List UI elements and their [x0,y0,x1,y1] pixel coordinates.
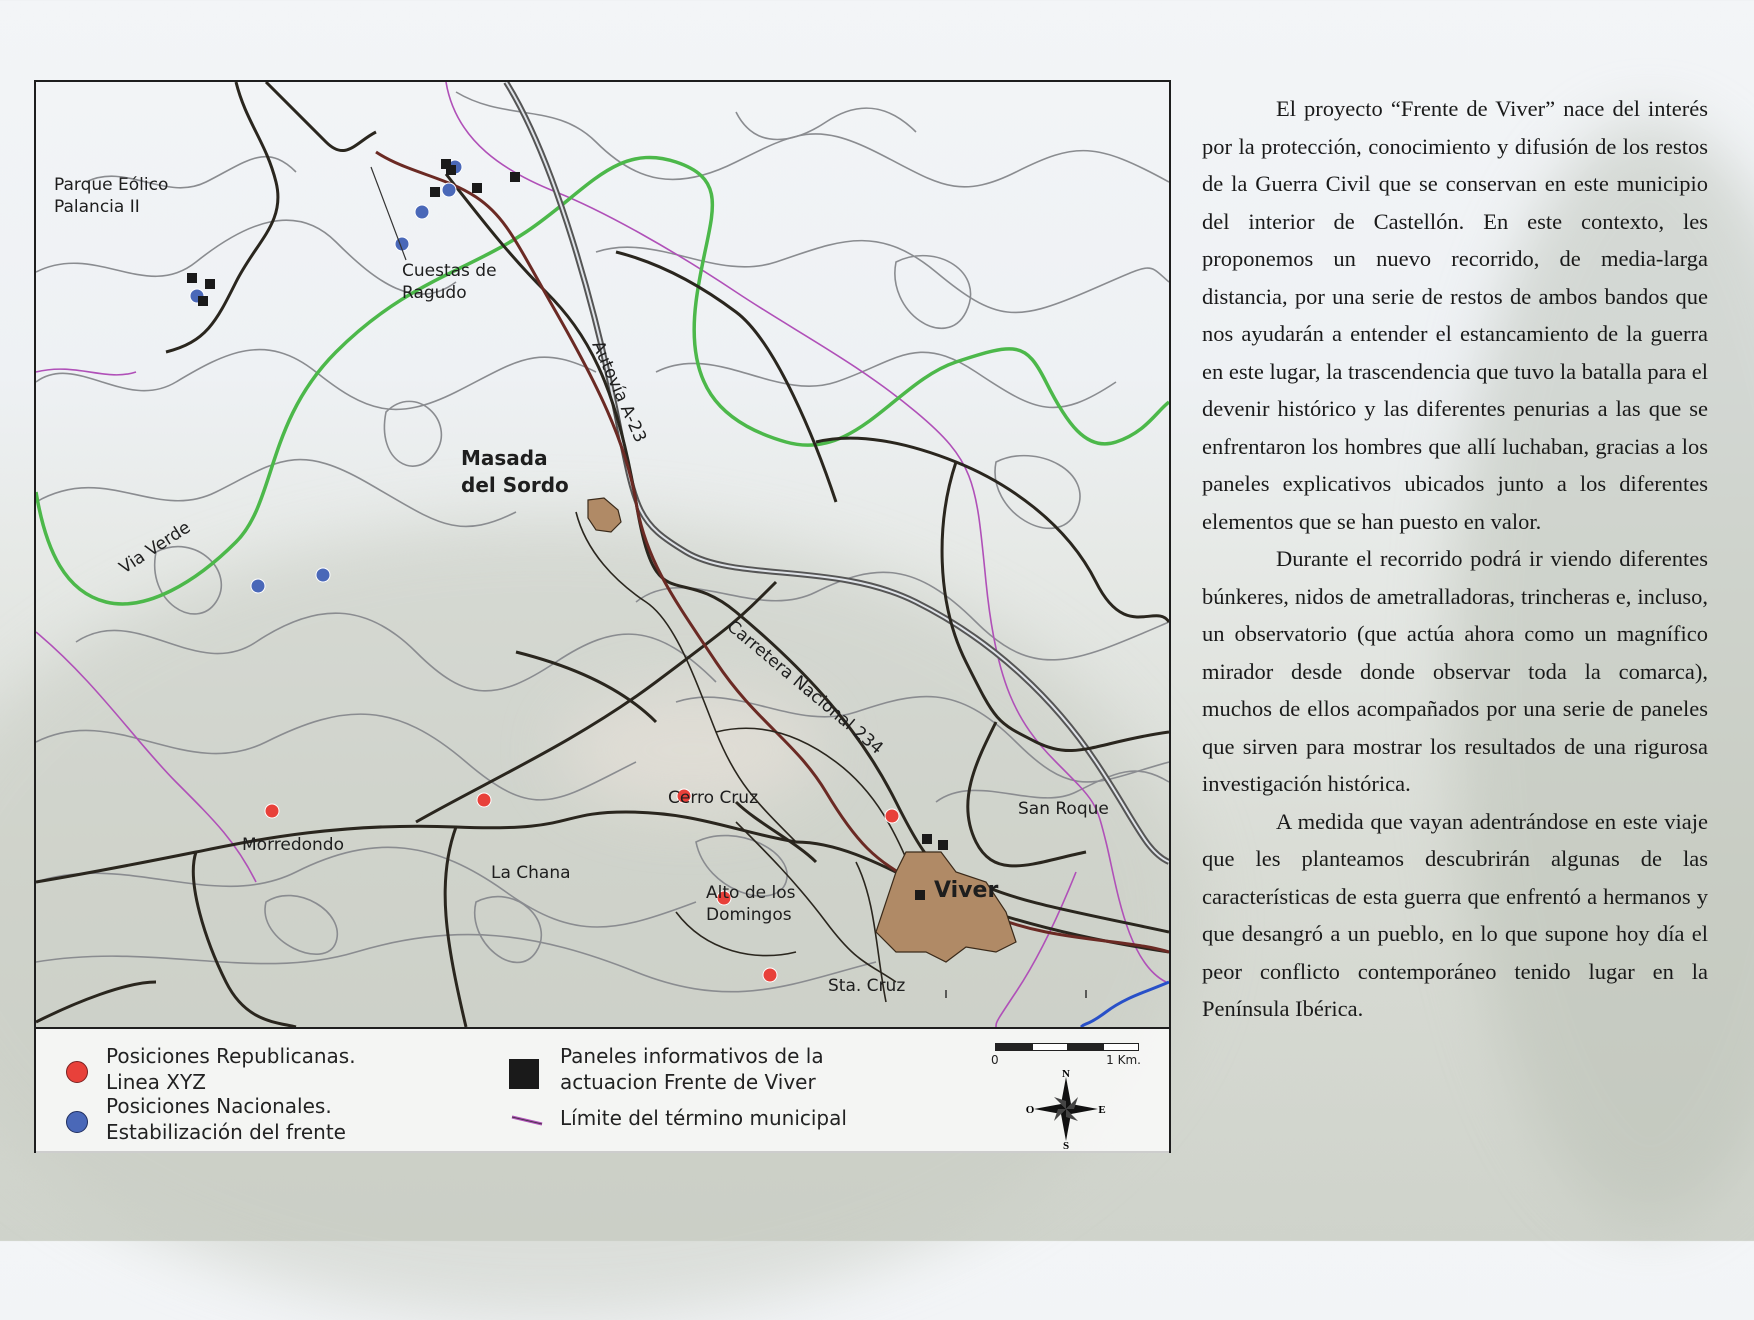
legend-panels-1: Paneles informativos de la [560,1044,824,1068]
compass-west: O [1026,1104,1035,1116]
label-la-chana: La Chana [491,863,571,883]
information-panel-marker [510,172,520,182]
label-carretera: Carretera Nacional 234 [722,616,887,759]
label-autovia: Autovía A-23 [587,337,651,446]
boundary-line [36,632,256,882]
map-frame [34,80,1171,1153]
national-position [251,579,265,593]
scale-start-label: 0 [991,1053,999,1067]
contour-line [384,401,441,466]
information-panel-marker [198,296,208,306]
contour-line [995,456,1080,529]
road [36,812,796,882]
road [516,652,656,722]
legend-republican-2: Linea XYZ [106,1070,206,1094]
contour-line [895,256,971,329]
label-parque-eolico-2: Palancia II [54,197,140,217]
river [1081,982,1169,1027]
label-cuestas-de-ragudo-2: Ragudo [402,283,467,303]
contour-line [265,896,337,955]
masada-del-sordo-urban-area [588,498,621,532]
compass-east: E [1098,1104,1106,1116]
road [968,722,1086,866]
legend-republican-1: Posiciones Republicanas. [106,1044,356,1068]
label-cuestas-de-ragudo-1: Cuestas de [402,261,497,281]
national-position [415,205,429,219]
contour-lines [36,92,1169,992]
contour-line [36,847,696,927]
road [166,82,278,352]
information-panel-marker [915,890,925,900]
republican-position-san-roque [885,809,899,823]
label-alto-domingos-1: Alto de los [706,883,796,903]
contour-line [656,352,1116,407]
panel-legend-icon [509,1059,539,1089]
legend-national-1: Posiciones Nacionales. [106,1094,332,1118]
label-alto-domingos-2: Domingos [706,905,792,925]
information-panel-marker [938,840,948,850]
road [416,582,776,822]
label-sta-cruz: Sta. Cruz [828,976,906,996]
contour-line [36,714,636,800]
label-masada-1: Masada [461,446,548,470]
compass-rose-icon [1026,1069,1106,1149]
road [266,82,376,151]
road [445,827,466,1027]
national-positions [190,160,462,593]
boundary-legend-icon [510,1113,544,1127]
label-morredondo: Morredondo [242,835,344,855]
contour-line [76,613,716,691]
compass-south: S [1062,1140,1070,1149]
contour-line [475,897,542,963]
information-panel-marker [187,273,197,283]
via-verde-trail [36,157,1169,603]
road [816,438,1169,622]
article-text [1202,90,1708,1028]
boundary-line [446,82,1166,982]
label-san-roque: San Roque [1018,799,1109,819]
republican-legend-icon [66,1061,88,1083]
republican-position-morredondo [265,804,279,818]
national-position [316,568,330,582]
contour-line [36,220,456,294]
scale-end-label: 1 Km. [1106,1053,1141,1067]
label-cerro-cruz: Cerro Cruz [668,788,758,808]
road [616,252,836,502]
viver-urban-area [876,852,1016,962]
national-position [442,183,456,197]
map-canvas [36,82,1169,1027]
label-parque-eolico-1: Parque Eólico [54,175,169,195]
information-panel-marker [922,834,932,844]
map-legend [36,1027,1169,1153]
legend-national-2: Estabilización del frente [106,1120,346,1144]
legend-panels-2: actuacion Frente de Viver [560,1070,816,1094]
legend-boundary: Límite del término municipal [560,1106,847,1130]
label-masada-2: del Sordo [461,473,569,497]
contour-line [36,460,516,527]
contour-line [676,697,1169,782]
label-viver: Viver [934,878,999,903]
callout-line [371,167,406,260]
paragraph-1: El proyecto “Frente de Viver” nace del interés por la protección, conocimiento y difusión de los restos de la Guerra Civil que se conservan en este municipio del interior de Castellón. En este contexto, les proponemos un nuevo recorrido, de media-larga distancia, por una serie de restos de ambos bandos que nos ayudarán a entender el estancamiento de la guerra en este lugar, la trascendencia que tuvo la batalla para el devenir histórico y las diferentes penurias a las que se enfrentaron los hombres que allí luchaban, gracias a los paneles explicativos ubicados junto a los diferentes elementos que se han puesto en valor. [1202,96,1708,534]
information-panel-marker [205,279,215,289]
republican-position-la-chana [477,793,491,807]
information-panel-marker [446,165,456,175]
contour-line [36,350,596,410]
information-panels [187,159,948,900]
republican-position-sta-cruz [763,968,777,982]
contour-line [636,572,1169,660]
contour-line [456,92,1169,187]
paragraph-3: A medida que vayan adentrándose en este viaje que les planteamos descubrirán algunas de las características de esta guerra que enfrentó a hermanos y que desangró a un pueblo, en lo que supone hoy día el peor conflicto contemporáneo tenido lugar en la Península Ibérica. [1202,808,1708,1021]
information-panel-marker [430,187,440,197]
information-panel-marker [472,183,482,193]
road [36,982,156,1022]
compass-north: N [1062,1069,1070,1080]
label-via-verde: Via Verde [115,517,195,579]
paragraph-2: Durante el recorrido podrá ir viendo diferentes búnkeres, nidos de ametralladoras, trincheras e, incluso, un observatorio (que actúa ahora como un magnífico mirador desde donde observar toda la comarca), muchos de ellos acompañados por una serie de paneles que sirven para mostrar los resultados de una rigurosa investigación histórica. [1202,546,1708,796]
national-legend-icon [66,1111,88,1133]
